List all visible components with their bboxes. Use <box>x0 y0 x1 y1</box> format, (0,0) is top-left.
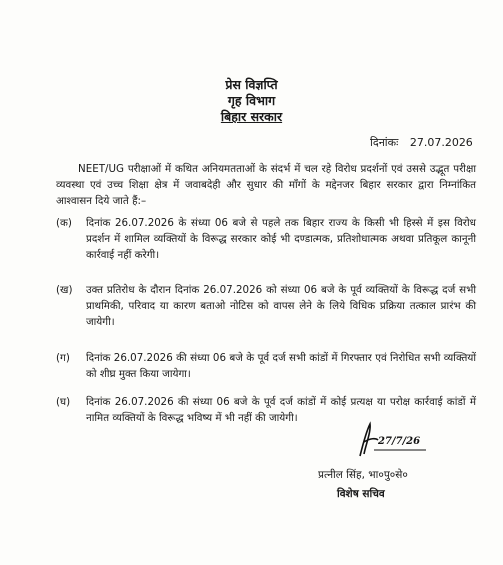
release-date <box>370 136 473 150</box>
assurance-item-ga <box>56 350 476 382</box>
item-marker: (क) <box>56 217 72 229</box>
handwritten-signature-date: 27/7/26 <box>378 436 421 447</box>
assurance-item-ka <box>56 215 476 263</box>
item-marker: (घ) <box>56 396 71 408</box>
item-marker: (ख) <box>56 284 73 296</box>
item-text: उक्त प्रतिरोध के दौरान दिनांक 26.07.2026 को संध्या 06 बजे के पूर्व व्यक्तियों के विरूद्ध दर्ज सभी प्राथमिकी, परिवाद या कारण बताओ नोटिस को वापस लेने के लिये विधिक प्रक्रिया तत्काल प्रारंभ की जायेगी। <box>86 284 476 328</box>
signatory-name: प्रत्नील सिंह, भा०पु०से० <box>318 469 408 481</box>
date-value: 27.07.2026 <box>409 136 473 149</box>
date-label: दिनांकः <box>370 136 399 149</box>
assurance-item-kha <box>56 282 476 330</box>
item-text: दिनांक 26.07.2026 के संध्या 06 बजे से पहले तक बिहार राज्य के किसी भी हिस्से में इस विरोध प्रदर्शन में शामिल व्यक्तियों के विरूद्ध सरकार कोई भी दण्डात्मक, प्रतिशोधात्मक अथवा प्रतिकूल कानूनी कार्रवाई नहीं करेगी। <box>86 217 476 261</box>
item-text: दिनांक 26.07.2026 की संध्या 06 बजे के पूर्व दर्ज सभी कांडों में गिरफ्तार एवं निरोधित सभी व्यक्तियों को शीघ्र मुक्त किया जायेगा। <box>86 352 476 380</box>
item-text: दिनांक 26.07.2026 की संध्या 06 बजे के पूर्व दर्ज कांडों में कोई प्रत्यक्ष या परोक्ष कार्रवाई कांडों में नामित व्यक्तियों के विरूद्ध भविष्य में भी नहीं की जायेगी। <box>86 396 476 424</box>
department-name: गृह विभाग <box>227 93 276 108</box>
government-name: बिहार सरकार <box>220 109 283 124</box>
item-marker: (ग) <box>56 352 70 364</box>
intro-paragraph: NEET/UG परीक्षाओं में कथित अनियमतताओं के संदर्भ में चल रहे विरोध प्रदर्शनों एवं उससे उद्भूत परीक्षा व्यवस्था एवं उच्च शिक्षा क्षेत्र में जवाबदेही और सुधार की माँगों के मद्देनजर बिहार सरकार द्वारा निम्नांकित आश्वासन दिये जाते हैं:– <box>56 163 476 207</box>
signatory-designation: विशेष सचिव <box>337 488 385 500</box>
press-release-title: प्रेस विज्ञप्ति <box>225 77 278 92</box>
